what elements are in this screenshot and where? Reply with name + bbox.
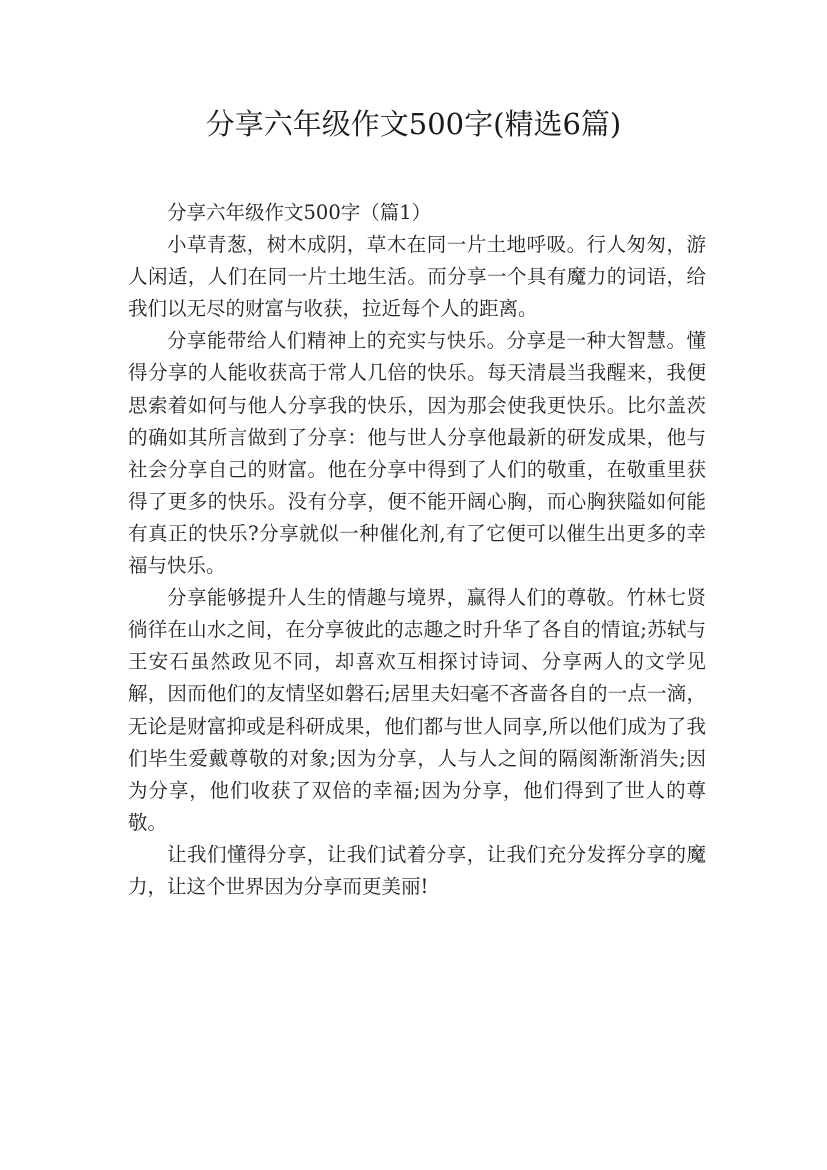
paragraph-3: 分享能够提升人生的情趣与境界，赢得人们的尊敬。竹林七贤徜徉在山水之间，在分享彼此的志趣之时升华了各自的情谊;苏轼与王安石虽然政见不同，却喜欢互相探讨诗词、分享两人的文学见解，因而他们的友情坚如磐石;居里夫妇毫不吝啬各自的一点一滴，无论是财富抑或是科研成果，他们都与世人同享,所以他们成为了我们毕生爱戴尊敬的对象;因为分享，人与人之间的隔阂渐渐消失;因为分享，他们收获了双倍的幸福;因为分享，他们得到了世人的尊敬。	[128, 586, 706, 834]
paragraph-4: 让我们懂得分享，让我们试着分享，让我们充分发挥分享的魔力，让这个世界因为分享而更美丽!	[128, 842, 706, 898]
paragraph-2: 分享能带给人们精神上的充实与快乐。分享是一种大智慧。懂得分享的人能收获高于常人几倍的快乐。每天清晨当我醒来，我便思索着如何与他人分享我的快乐，因为那会使我更快乐。比尔盖茨的确如其所言做到了分享：他与世人分享他最新的研发成果，他与社会分享自己的财富。他在分享中得到了人们的敬重，在敬重里获得了更多的快乐。没有分享，便不能开阔心胸，而心胸狭隘如何能有真正的快乐?分享就似一种催化剂,有了它便可以催生出更多的幸福与快乐。	[128, 329, 706, 578]
document-title: 分享六年级作文500字(精选6篇)	[205, 107, 622, 141]
section-heading: 分享六年级作文500字（篇1）	[167, 201, 432, 224]
document-body	[128, 197, 706, 903]
paragraph-1: 小草青葱，树木成阴，草木在同一片土地呼吸。行人匆匆，游人闲适，人们在同一片土地生活。而分享一个具有魔力的词语，给我们以无尽的财富与收获，拉近每个人的距离。	[128, 233, 706, 321]
